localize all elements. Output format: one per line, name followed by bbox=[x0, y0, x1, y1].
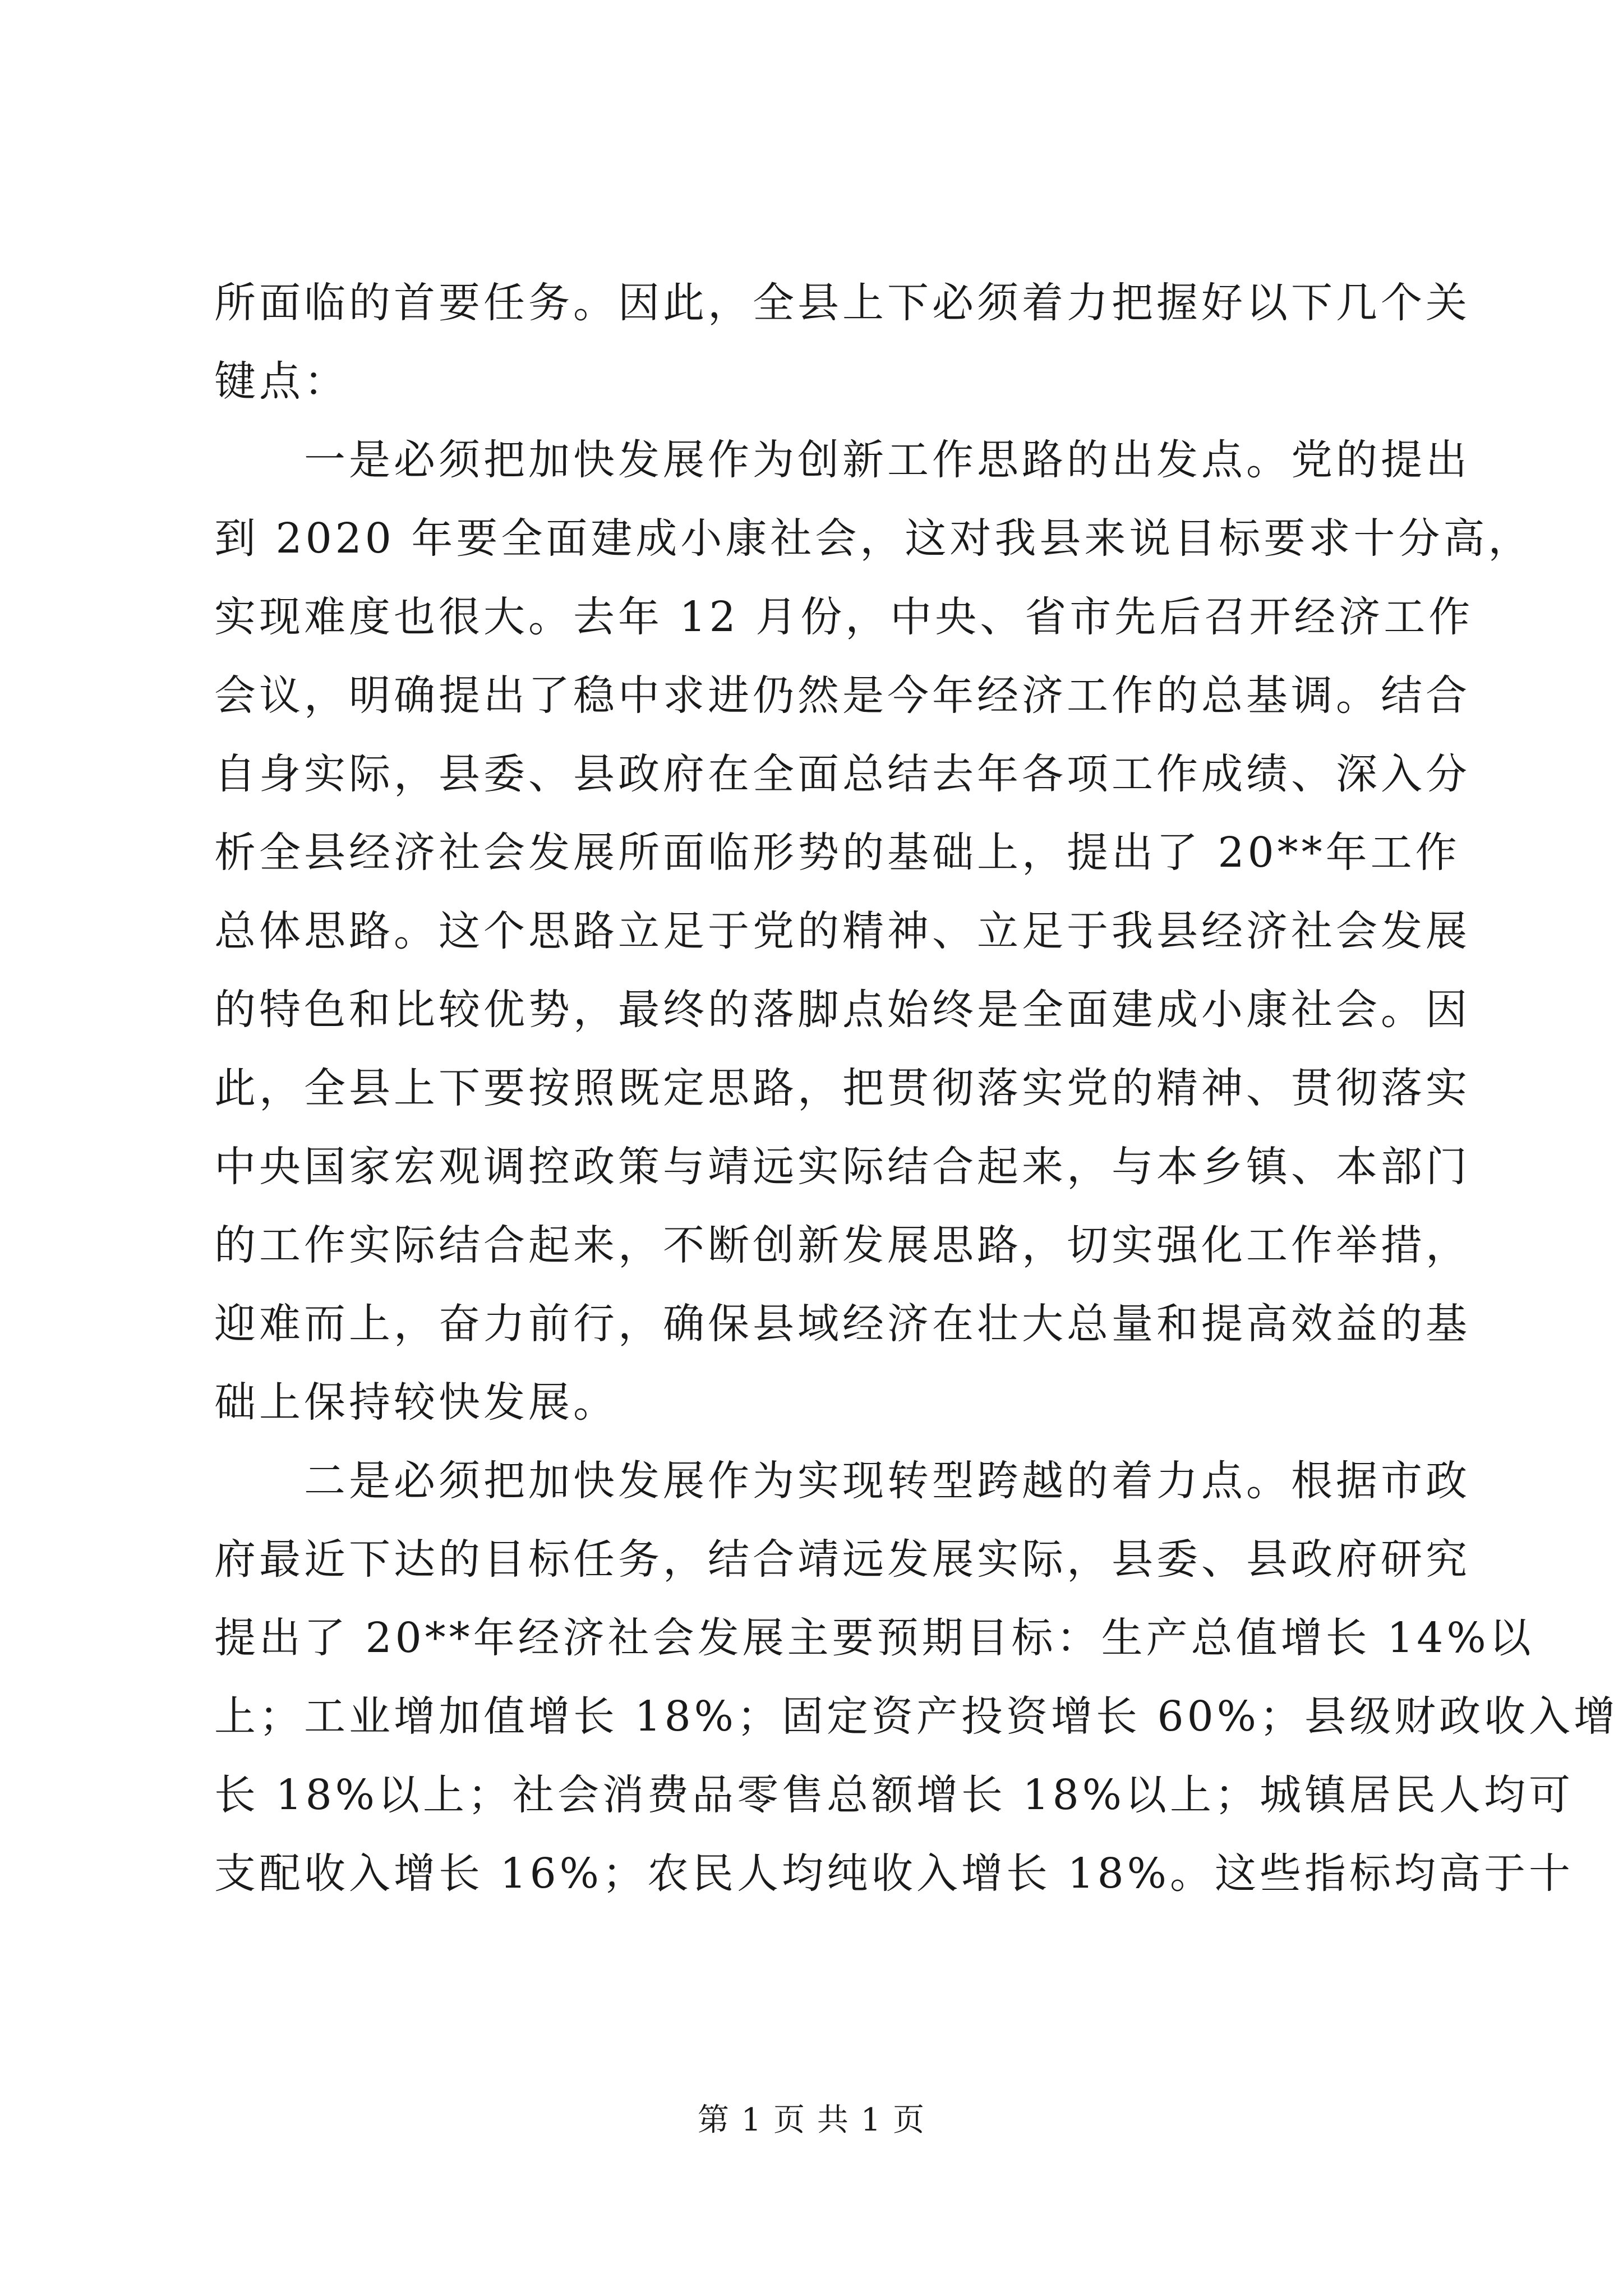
page-footer: 第 1 页 共 1 页 bbox=[697, 2102, 926, 2138]
text-line: 支配收入增长 16%；农民人均纯收入增长 18%。这些指标均高于十 bbox=[214, 1849, 1574, 1898]
text-line: 到 2020 年要全面建成小康社会，这对我县来说目标要求十分高， bbox=[214, 514, 1533, 563]
text-line: 实现难度也很大。去年 12 月份，中央、省市先后召开经济工作 bbox=[214, 593, 1474, 641]
text-line: 长 18%以上；社会消费品零售总额增长 18%以上；城镇居民人均可 bbox=[214, 1771, 1574, 1819]
text-line: 自身实际，县委、县政府在全面总结去年各项工作成绩、深入分 bbox=[214, 750, 1470, 798]
text-line: 所面临的首要任务。因此，全县上下必须着力把握好以下几个关 bbox=[214, 279, 1470, 327]
text-line: 的工作实际结合起来，不断创新发展思路，切实强化工作举措， bbox=[214, 1221, 1470, 1269]
text-line: 键点： bbox=[214, 357, 349, 406]
text-line: 迎难而上，奋力前行，确保县域经济在壮大总量和提高效益的基 bbox=[214, 1300, 1470, 1348]
text-line: 府最近下达的目标任务，结合靖远发展实际，县委、县政府研究 bbox=[214, 1535, 1470, 1584]
text-line: 二是必须把加快发展作为实现转型跨越的着力点。根据市政 bbox=[214, 1457, 1470, 1505]
text-line: 提出了 20**年经济社会发展主要预期目标：生产总值增长 14%以 bbox=[214, 1614, 1534, 1662]
text-line: 中央国家宏观调控政策与靖远实际结合起来，与本乡镇、本部门 bbox=[214, 1143, 1470, 1191]
text-line: 一是必须把加快发展作为创新工作思路的出发点。党的提出 bbox=[214, 436, 1470, 484]
text-line: 上；工业增加值增长 18%；固定资产投资增长 60%；县级财政收入增 bbox=[214, 1692, 1619, 1741]
text-line: 的特色和比较优势，最终的落脚点始终是全面建成小康社会。因 bbox=[214, 986, 1470, 1034]
body-text bbox=[214, 264, 1619, 1913]
text-line: 础上保持较快发展。 bbox=[214, 1378, 618, 1427]
text-line: 总体思路。这个思路立足于党的精神、立足于我县经济社会发展 bbox=[214, 907, 1470, 955]
text-line: 会议，明确提出了稳中求进仍然是今年经济工作的总基调。结合 bbox=[214, 671, 1470, 720]
text-line: 析全县经济社会发展所面临形势的基础上，提出了 20**年工作 bbox=[214, 829, 1460, 877]
text-line: 此，全县上下要按照既定思路，把贯彻落实党的精神、贯彻落实 bbox=[214, 1064, 1470, 1112]
